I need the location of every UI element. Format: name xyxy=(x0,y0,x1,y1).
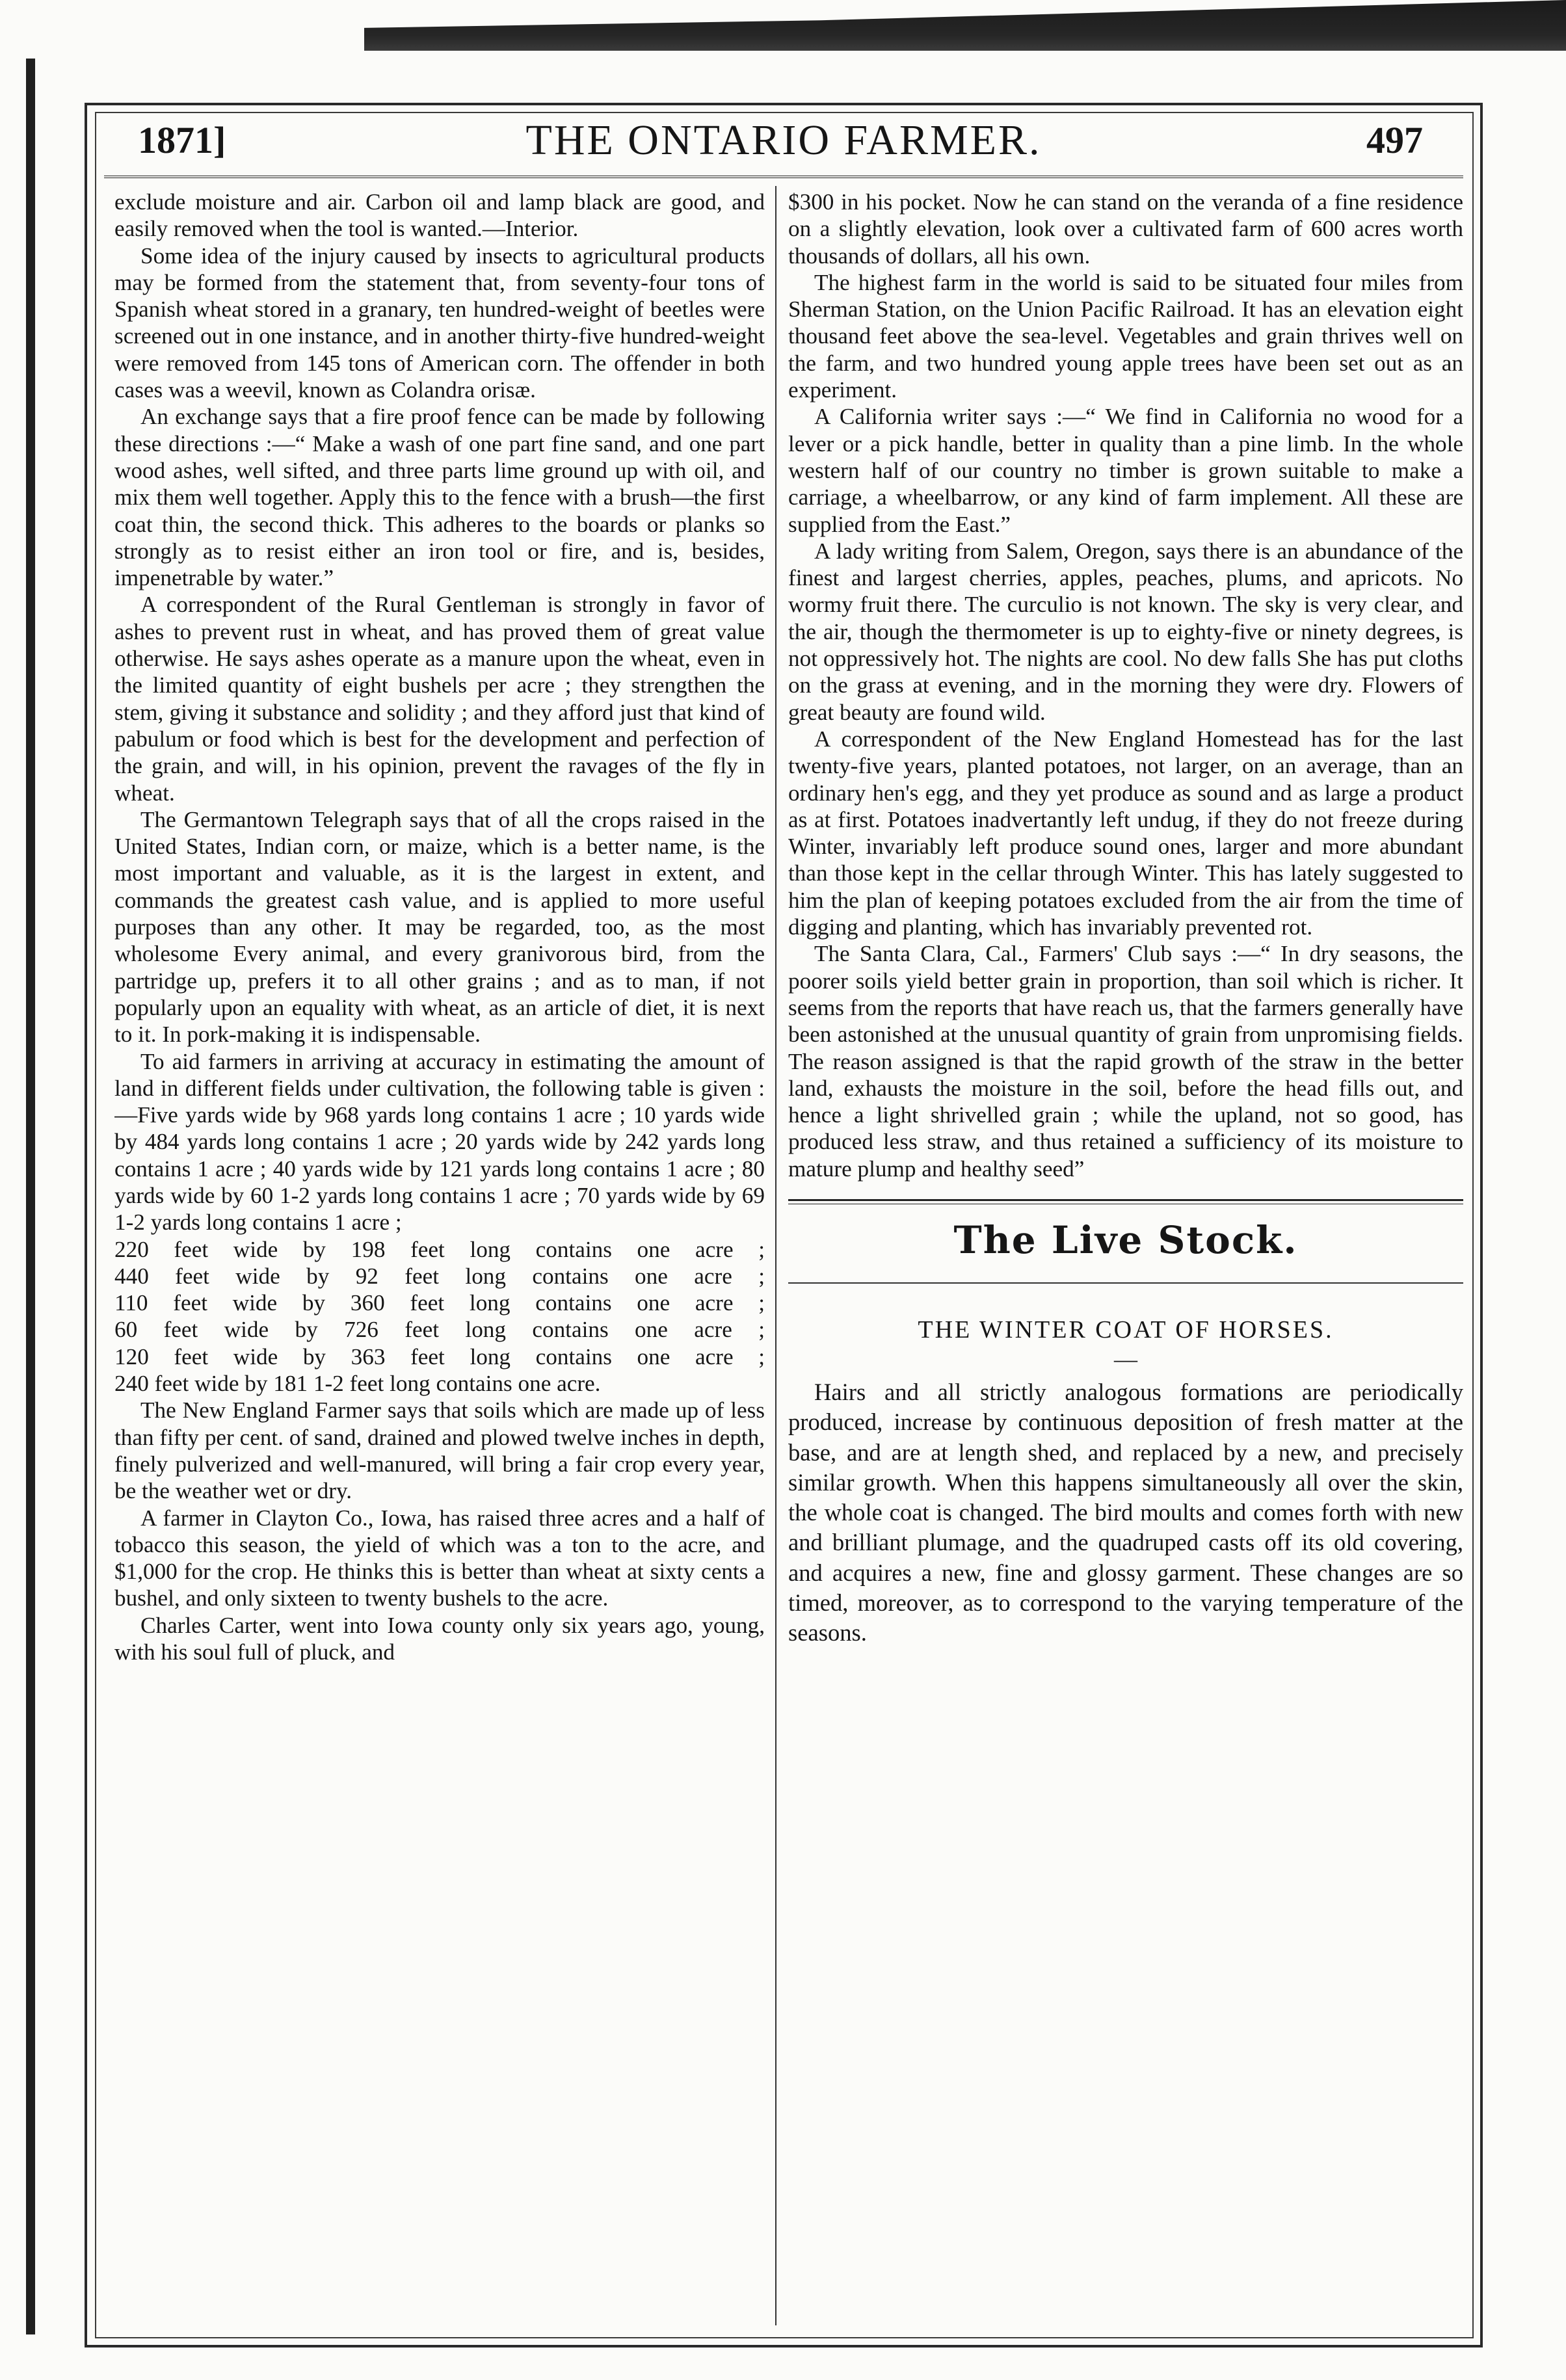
acre-table-row: 220 feet wide by 198 feet long contains one acre ; xyxy=(114,1236,765,1262)
right-column xyxy=(788,189,1463,2328)
header-year: 1871] xyxy=(138,119,226,161)
acre-table xyxy=(114,1236,765,1397)
paragraph-highest-farm: The highest farm in the world is said to be situated four miles from Sherman Station, on the Union Pacific Railroad. It has an elevation eight thousand feet above the sea-level. Vegetables and grain thrives well on the farm, and two hundred young apple trees have been set out as an experiment. xyxy=(788,269,1463,403)
acre-table-row: 240 feet wide by 181 1-2 feet long contains one acre. xyxy=(114,1371,601,1397)
paragraph-soils-sand: The New England Farmer says that soils which are made up of less than fifty per cent. of sand, drained and plowed twelve inches in depth, finely pulverized and well-manured, will bring a fair crop every year, be the weather wet or dry. xyxy=(114,1397,765,1504)
acre-table-row: 440 feet wide by 92 feet long contains one acre ; xyxy=(114,1263,765,1289)
title-dash: — xyxy=(1114,1345,1137,1372)
paragraph-ashes-wheat: A correspondent of the Rural Gentleman is strongly in favor of ashes to prevent rust in wheat, and has proved them of great value otherwise. He says ashes operate as a manure upon the wheat, even in the limited quantity of eight bushels per acre ; they strengthen the stem, giving it substance and solidity ; and they afford just that kind of pabulum or food which is best for the development and perfection of the grain, and will, in his opinion, prevent the ravages of the fly in wheat. xyxy=(114,592,765,806)
paragraph-insect-injury: Some idea of the injury caused by insects to agricultural products may be formed from the statement that, from seventy-four tons of Spanish wheat stored in a granary, ten hundred-weight of beetles were screened out in one instance, and in another thirty-five hundred-weight were removed from 145 tons of American corn. The offender in both cases was a weevil, known as Colandra orisæ. xyxy=(114,243,765,403)
acre-table-row: 110 feet wide by 360 feet long contains one acre ; xyxy=(114,1290,765,1316)
paragraph-potatoes: A correspondent of the New England Homestead has for the last twenty-five years, planted potatoes, not larger, on an average, than an ordinary hen's egg, and they yet produce as sound and as large a product as at first. Potatoes inadvertantly left undug, if they do not freeze during Winter, invariably left produce sound ones, larger and more abundant than those kept in the cellar through Winter. This has lately suggested to him the plan of keeping potatoes excluded from the air from the time of digging and planting, which has invariably prevented rot. xyxy=(788,726,1463,940)
paragraph-land-table: To aid farmers in arriving at accuracy in estimating the amount of land in different fields under cultivation, the following table is given :—Five yards wide by 968 yards long contains 1 acre ; 10 yards wide by 484 yards long contains 1 acre ; 20 yards wide by 242 yards long contains 1 acre ; 40 yards wide by 121 yards long contains 1 acre ; 80 yards wide by 60 1-2 yards long contains 1 acre ; 70 yards wide by 69 1-2 yards long contains 1 acre ; xyxy=(114,1048,765,1236)
paragraph-fire-proof-fence: An exchange says that a fire proof fence can be made by following these directions :—“ Make a wash of one part fine sand, and one part wood ashes, well sifted, and three parts lime ground up with oil, and mix them well together. Apply this to the fence with a brush—the first coat thin, the second thick. This adheres to the boards or planks so strongly as to resist either an iron tool or fire, and is, besides, impenetrable by water.” xyxy=(114,404,765,591)
paragraph-indian-corn: The Germantown Telegraph says that of all the crops raised in the United States, Indian corn, or maize, which is a better name, is the most important and valuable, as it is the largest in extent, and commands the greatest cash value, and is applied to more useful purposes than any other. It may be regarded, too, as the most wholesome Every animal, and every granivorous bird, from the partridge up, prefers it to all other grains ; and as to man, if not popularly upon an equality with wheat, as an article of diet, it is next to it. In pork-making it is indispensable. xyxy=(114,806,765,1048)
publication-title: THE ONTARIO FARMER. xyxy=(525,116,1042,164)
paragraph-santa-clara: The Santa Clara, Cal., Farmers' Club says :—“ In dry seasons, the poorer soils yield better grain in proportion, than soil which is richer. It seems from the reports that have reach us, that the farmers generally have been astonished at the unusual quantity of grain from unpromising fields. The reason assigned is that the rapid growth of the straw in the better land, exhausts the moisture in the soil, before the head fills out, and hence a light shrivelled grain ; while the upland, not so good, has produced less straw, and thus retained a sufficiency of its moisture to mature plump and healthy seed” xyxy=(788,941,1463,1182)
paragraph-carter-continued: $300 in his pocket. Now he can stand on the veranda of a fine residence on a slightly elevation, look over a cultivated farm of 600 acres worth thousands of dollars, all his own. xyxy=(788,189,1463,269)
column-divider xyxy=(775,186,776,2325)
section-rule-top xyxy=(788,1199,1463,1204)
department-heading: The Live Stock. xyxy=(953,1217,1298,1262)
paragraph-winter-coat: Hairs and all strictly analogous formations are periodically produced, increase by continuous deposition of fresh matter at the base, and are at length shed, and replaced by a new, and precisely similar growth. When this happens simultaneously all over the skin, the whole coat is changed. The bird moults and comes forth with new and brilliant plumage, and the quadruped casts off its old covering, and acquires a new, fine and glossy garment. These changes are so timed, moreover, as to correspond to the varying temperature of the seasons. xyxy=(788,1378,1463,1646)
page-number: 497 xyxy=(1366,119,1423,161)
paragraph-charles-carter: Charles Carter, went into Iowa county only six years ago, young, with his soul full of pluck, and xyxy=(114,1612,765,1665)
left-column xyxy=(114,189,765,2328)
article-title: THE WINTER COAT OF HORSES. xyxy=(918,1316,1334,1343)
paragraph-california-wood: A California writer says :—“ We find in California no wood for a lever or a pick handle, better in quality than a pine limb. In the whole western half of our country no timber is grown suitable to make a carriage, a wheelbarrow, or any kind of farm implement. All these are supplied from the East.” xyxy=(788,404,1463,537)
paragraph-tobacco-iowa: A farmer in Clayton Co., Iowa, has raised three acres and a half of tobacco this season, the yield of which was a ton to the acre, and $1,000 for the crop. He thinks this is better than wheat at sixty cents a bushel, and only sixteen to twenty bushels to the acre. xyxy=(114,1505,765,1611)
acre-table-row: 120 feet wide by 363 feet long contains one acre ; xyxy=(114,1343,765,1369)
scan-edge-bar xyxy=(364,0,1566,51)
paragraph-interior-continued: exclude moisture and air. Carbon oil and lamp black are good, and easily removed when the tool is wanted.—Interior. xyxy=(114,189,765,242)
binding-edge-bar xyxy=(26,59,35,2334)
paragraph-salem-oregon: A lady writing from Salem, Oregon, says there is an abundance of the finest and largest cherries, apples, peaches, plums, and apricots. No wormy fruit there. The curculio is not known. The sky is very clear, and the air, though the thermometer is up to eighty-five or ninety degrees, is not oppressively hot. The nights are cool. No dew falls She has put cloths on the grass at evening, and in the morning they were dry. Flowers of great beauty are found wild. xyxy=(788,538,1463,725)
running-header xyxy=(104,116,1463,178)
section-rule-bottom xyxy=(788,1282,1463,1284)
acre-table-row: 60 feet wide by 726 feet long contains one acre ; xyxy=(114,1317,765,1343)
